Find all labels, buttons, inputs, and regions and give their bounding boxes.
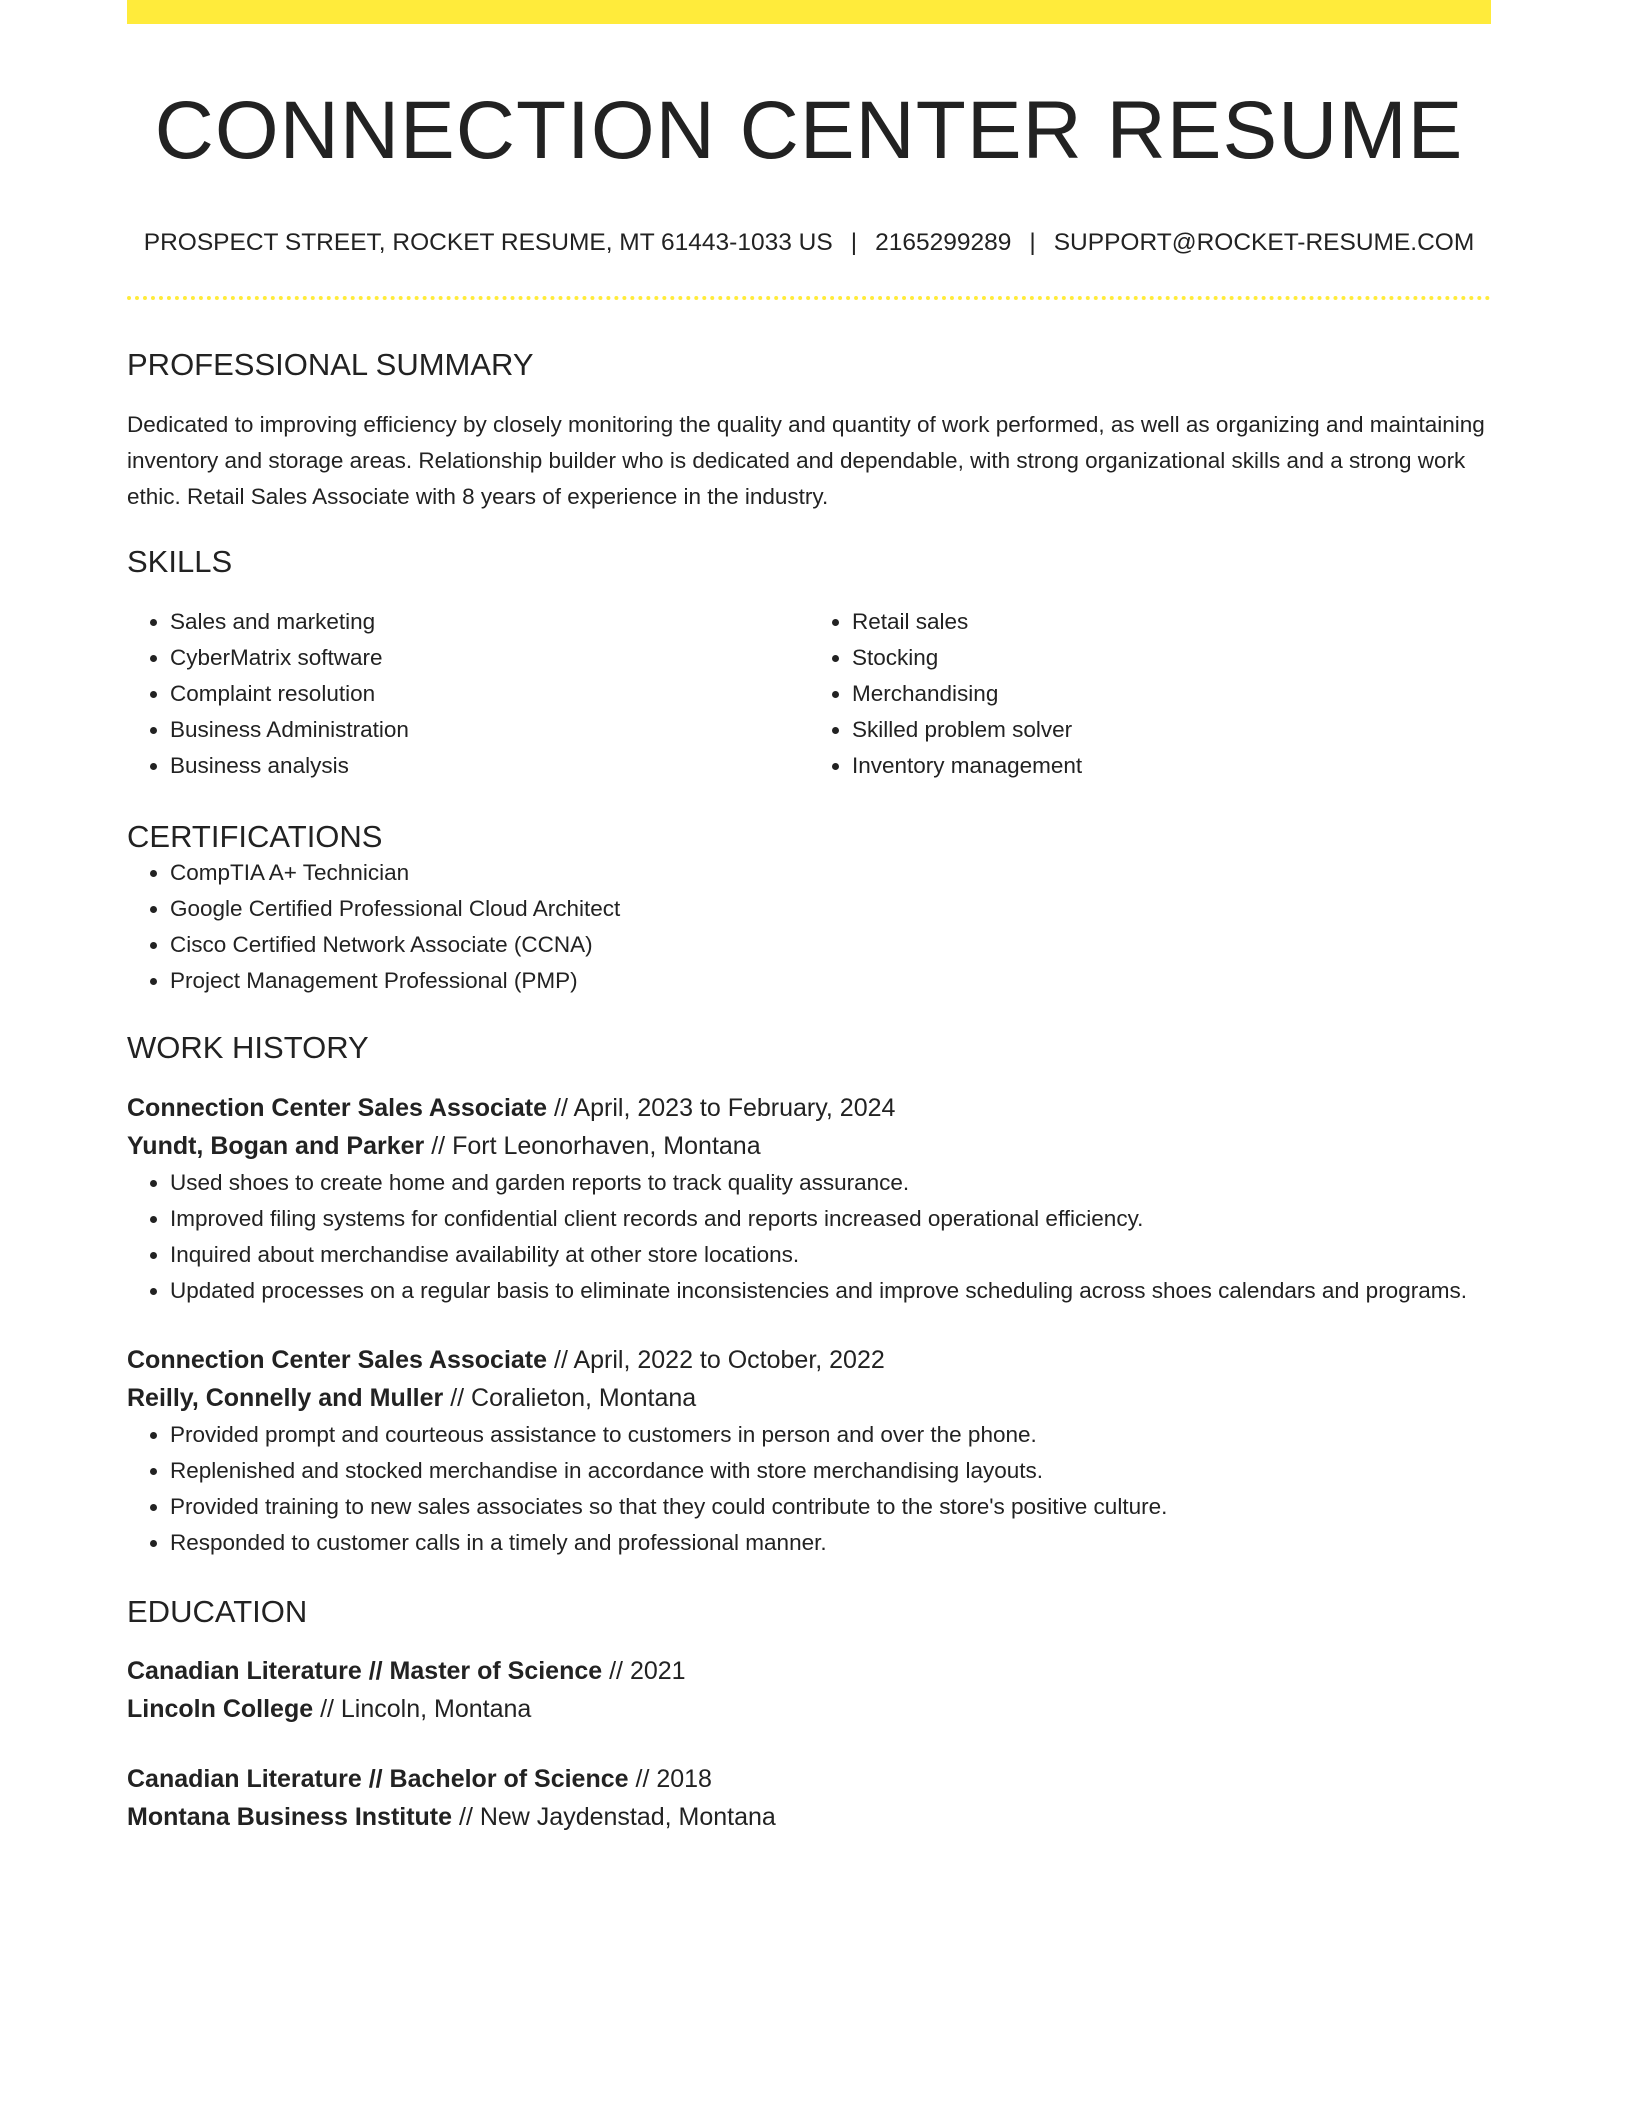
job-duty: • Used shoes to create home and garden reports to track quality assurance. — [170, 1165, 1491, 1201]
job-title-line — [127, 1341, 1491, 1379]
job-role: Connection Center Sales Associate — [127, 1345, 548, 1374]
education-school: Montana Business Institute — [127, 1802, 453, 1831]
job-duties-list — [127, 1165, 1491, 1309]
certifications-list — [127, 855, 1491, 999]
resume-name: CONNECTION CENTER RESUME — [154, 85, 1464, 176]
certification-item: • Project Management Professional (PMP) — [170, 963, 1491, 999]
education-entry — [127, 1760, 1491, 1836]
skill-item: • Retail sales — [852, 604, 1491, 640]
education-location: // New Jaydenstad, Montana — [452, 1802, 776, 1831]
certification-item: • Cisco Certified Network Associate (CCNA) — [170, 927, 1491, 963]
job-duty: • Responded to customer calls in a timely and professional manner. — [170, 1525, 1491, 1561]
contact-separator: | — [850, 229, 858, 257]
dotted-divider — [127, 296, 1491, 300]
job-duty: • Inquired about merchandise availability at other store locations. — [170, 1237, 1491, 1273]
skills-list-left — [127, 604, 809, 784]
education-degree-line — [127, 1652, 1491, 1690]
job-entry — [127, 1341, 1491, 1561]
education-year: // 2021 — [602, 1656, 686, 1685]
education-entry — [127, 1652, 1491, 1728]
contact-line — [127, 228, 1491, 257]
job-dates: // April, 2023 to February, 2024 — [547, 1093, 896, 1122]
skill-item: • Skilled problem solver — [852, 712, 1491, 748]
job-duty: • Improved filing systems for confidential client records and reports increased operational efficiency. — [170, 1201, 1491, 1237]
skill-item: • Stocking — [852, 640, 1491, 676]
education-heading: EDUCATION — [127, 1593, 308, 1629]
skills-heading: SKILLS — [127, 543, 233, 579]
skills-columns — [127, 604, 1491, 784]
summary-heading: PROFESSIONAL SUMMARY — [127, 346, 534, 382]
job-company: Yundt, Bogan and Parker — [127, 1131, 425, 1160]
education-school-line — [127, 1798, 1491, 1836]
contact-email: SUPPORT@ROCKET-RESUME.COM — [1053, 229, 1475, 257]
job-entry — [127, 1089, 1491, 1309]
job-title-line — [127, 1089, 1491, 1127]
skill-item: • Business analysis — [170, 748, 809, 784]
job-duty: • Provided prompt and courteous assistance to customers in person and over the phone. — [170, 1417, 1491, 1453]
contact-separator: | — [1029, 229, 1036, 257]
education-year: // 2018 — [628, 1764, 712, 1793]
skill-item: • Inventory management — [852, 748, 1491, 784]
job-company-line — [127, 1379, 1491, 1417]
contact-address: PROSPECT STREET, ROCKET RESUME, MT 61443-1033 US — [143, 229, 833, 257]
job-company: Reilly, Connelly and Muller — [127, 1383, 444, 1412]
certification-item: • Google Certified Professional Cloud Architect — [170, 891, 1491, 927]
certification-item: • CompTIA A+ Technician — [170, 855, 1491, 891]
education-degree: Canadian Literature // Master of Science — [127, 1656, 603, 1685]
skill-item: • Complaint resolution — [170, 676, 809, 712]
skill-item: • CyberMatrix software — [170, 640, 809, 676]
job-duty: • Updated processes on a regular basis to eliminate inconsistencies and improve scheduling across shoes calendars and programs. — [170, 1273, 1491, 1309]
job-duties-list — [127, 1417, 1491, 1561]
education-location: // Lincoln, Montana — [313, 1694, 532, 1723]
job-company-line — [127, 1127, 1491, 1165]
certifications-heading: CERTIFICATIONS — [127, 819, 383, 855]
job-location: // Fort Leonorhaven, Montana — [424, 1131, 761, 1160]
job-duty: • Replenished and stocked merchandise in accordance with store merchandising layouts. — [170, 1453, 1491, 1489]
contact-phone: 2165299289 — [875, 229, 1012, 257]
skills-list-right — [809, 604, 1491, 784]
skill-item: • Merchandising — [852, 676, 1491, 712]
education-degree-line — [127, 1760, 1491, 1798]
education-school: Lincoln College — [127, 1694, 314, 1723]
work-history-heading: WORK HISTORY — [127, 1030, 369, 1066]
resume-page — [127, 0, 1491, 1836]
skill-item: • Business Administration — [170, 712, 809, 748]
job-dates: // April, 2022 to October, 2022 — [547, 1345, 885, 1374]
summary-text: Dedicated to improving efficiency by closely monitoring the quality and quantity of work performed, as well as organizing and maintaining inventory and storage areas. Relationship builder who is dedicated and dependable, with strong organizational skills and a strong work ethic. Retail Sales Associate with 8 years of experience in the industry. — [127, 411, 1485, 509]
job-duty: • Provided training to new sales associates so that they could contribute to the store's positive culture. — [170, 1489, 1491, 1525]
skill-item: • Sales and marketing — [170, 604, 809, 640]
job-location: // Coralieton, Montana — [443, 1383, 697, 1412]
job-role: Connection Center Sales Associate — [127, 1093, 548, 1122]
accent-top-bar — [127, 0, 1491, 24]
education-degree: Canadian Literature // Bachelor of Science — [127, 1764, 629, 1793]
education-school-line — [127, 1690, 1491, 1728]
